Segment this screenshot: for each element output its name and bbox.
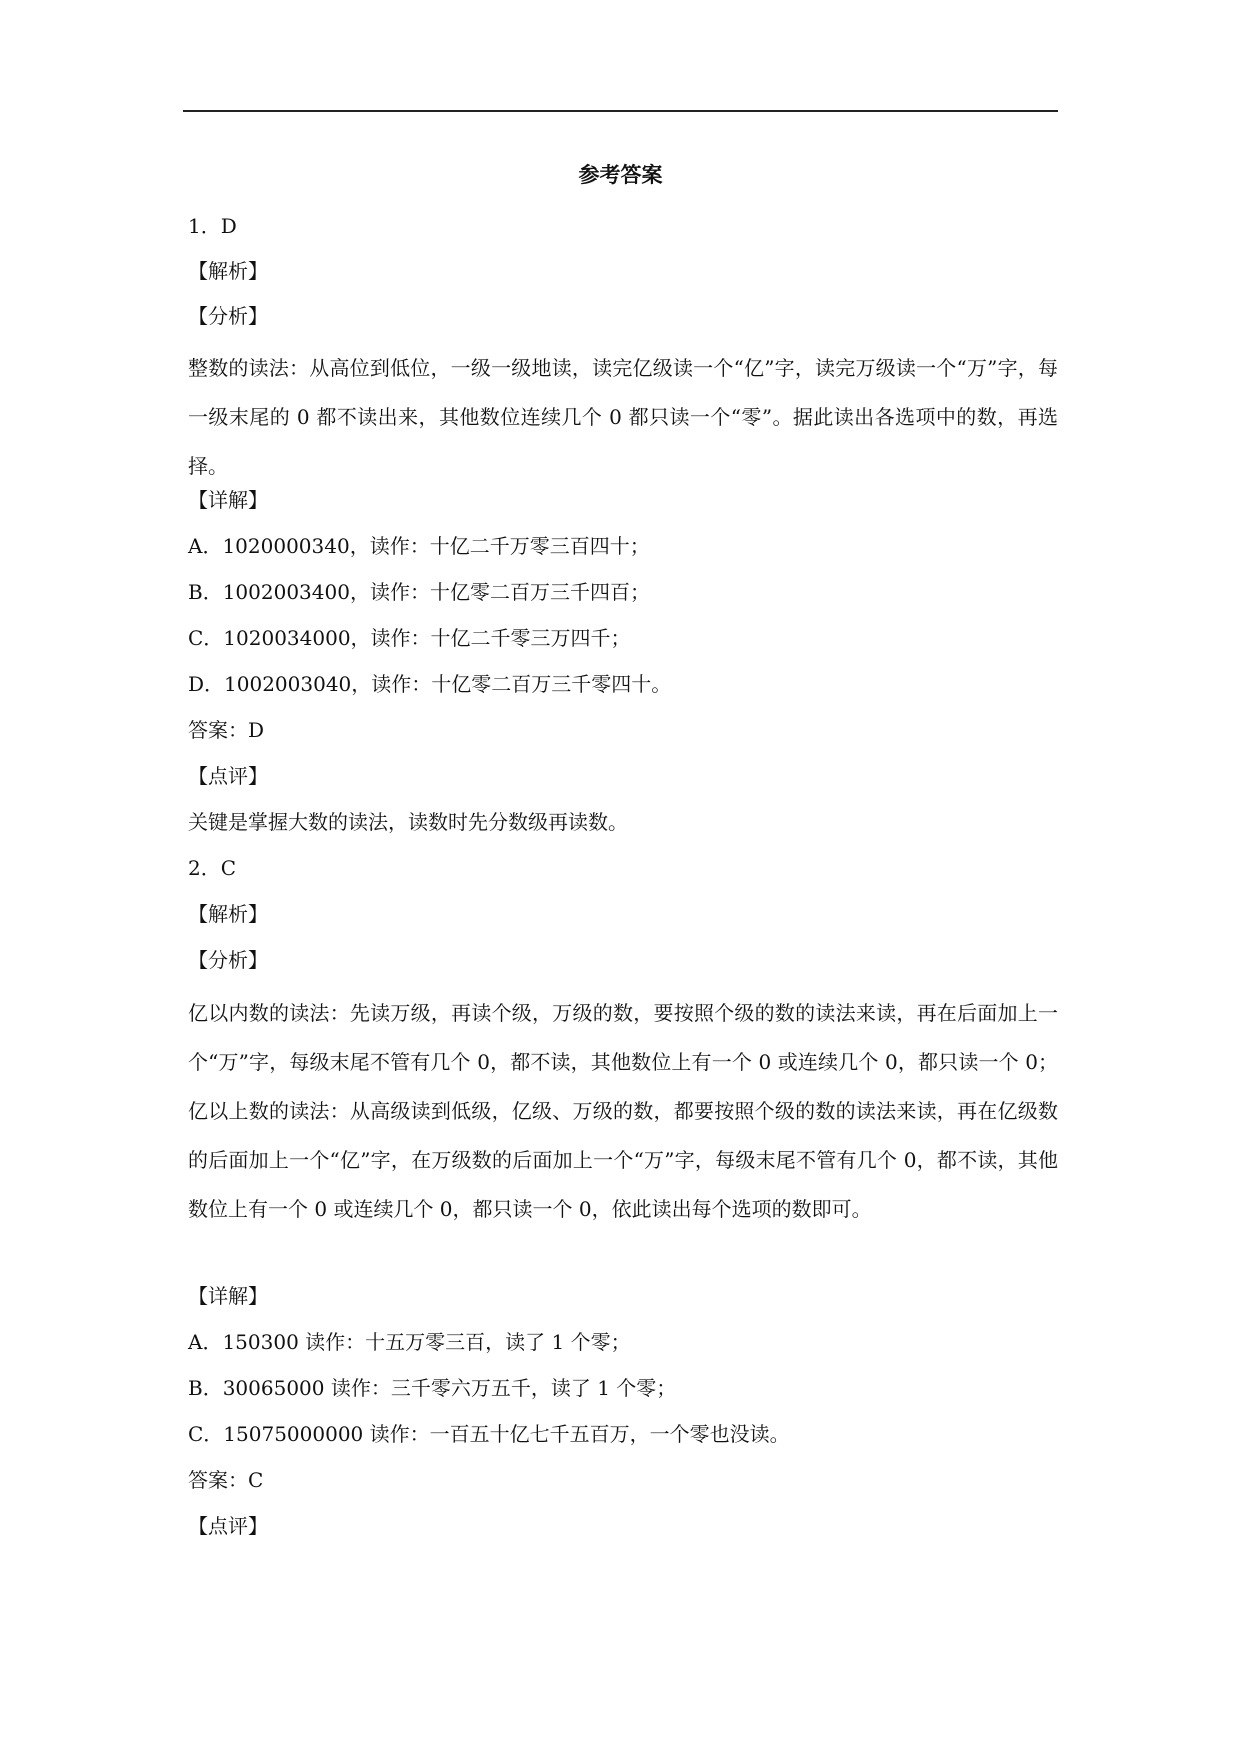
question-1-answer: 1．D: [188, 214, 237, 238]
q2-option-a: A．150300 读作：十五万零三百，读了 1 个零；: [188, 1330, 631, 1354]
q2-option-b: B．30065000 读作：三千零六万五千，读了 1 个零；: [188, 1376, 677, 1400]
question-2-answer: 2．C: [188, 856, 237, 880]
q1-fenxi-heading: 【分析】: [188, 304, 268, 328]
q1-option-c: C．1020034000，读作：十亿二千零三万四千；: [188, 626, 631, 650]
q2-dianping-heading: 【点评】: [188, 1514, 268, 1538]
q2-option-c: C．15075000000 读作：一百五十亿七千五百万，一个零也没读。: [188, 1422, 790, 1446]
q2-fenxi-heading: 【分析】: [188, 948, 268, 972]
header-rule: [183, 110, 1058, 112]
q1-dianping-heading: 【点评】: [188, 764, 268, 788]
q2-xiangjie-heading: 【详解】: [188, 1284, 268, 1308]
q1-option-d: D．1002003040，读作：十亿零二百万三千零四十。: [188, 672, 672, 696]
q1-fenxi-text: 整数的读法：从高位到低位，一级一级地读，读完亿级读一个“亿”字，读完万级读一个“万”字，每一级末尾的 0 都不读出来，其他数位连续几个 0 都只读一个“零”。据此读出各选项中的数，再选择。: [188, 356, 1058, 478]
q2-final-answer: 答案：C: [188, 1468, 264, 1492]
q1-option-b: B．1002003400，读作：十亿零二百万三千四百；: [188, 580, 650, 604]
q2-fenxi-text: 亿以内数的读法：先读万级，再读个级，万级的数，要按照个级的数的读法来读，再在后面加上一个“万”字，每级末尾不管有几个 0，都不读，其他数位上有一个 0 或连续几个 0，都只读一个 0；亿以上数的读法：从高级读到低级，亿级、万级的数，都要按照个级的数的读法来读，再在亿级数的后面加上一个“亿”字，在万级数的后面加上一个“万”字，每级末尾不管有几个 0，都不读，其他数位上有一个 0 或连续几个 0，都只读一个 0，依此读出每个选项的数即可。: [188, 1001, 1058, 1221]
q1-xiangjie-heading: 【详解】: [188, 488, 268, 512]
q2-jiexi-heading: 【解析】: [188, 902, 268, 926]
page-title: 参考答案: [578, 163, 663, 187]
q1-option-a: A．1020000340，读作：十亿二千万零三百四十；: [188, 534, 650, 558]
q1-jiexi-heading: 【解析】: [188, 259, 268, 283]
q1-final-answer: 答案：D: [188, 718, 265, 742]
q1-dianping-text: 关键是掌握大数的读法，读数时先分数级再读数。: [188, 810, 628, 834]
